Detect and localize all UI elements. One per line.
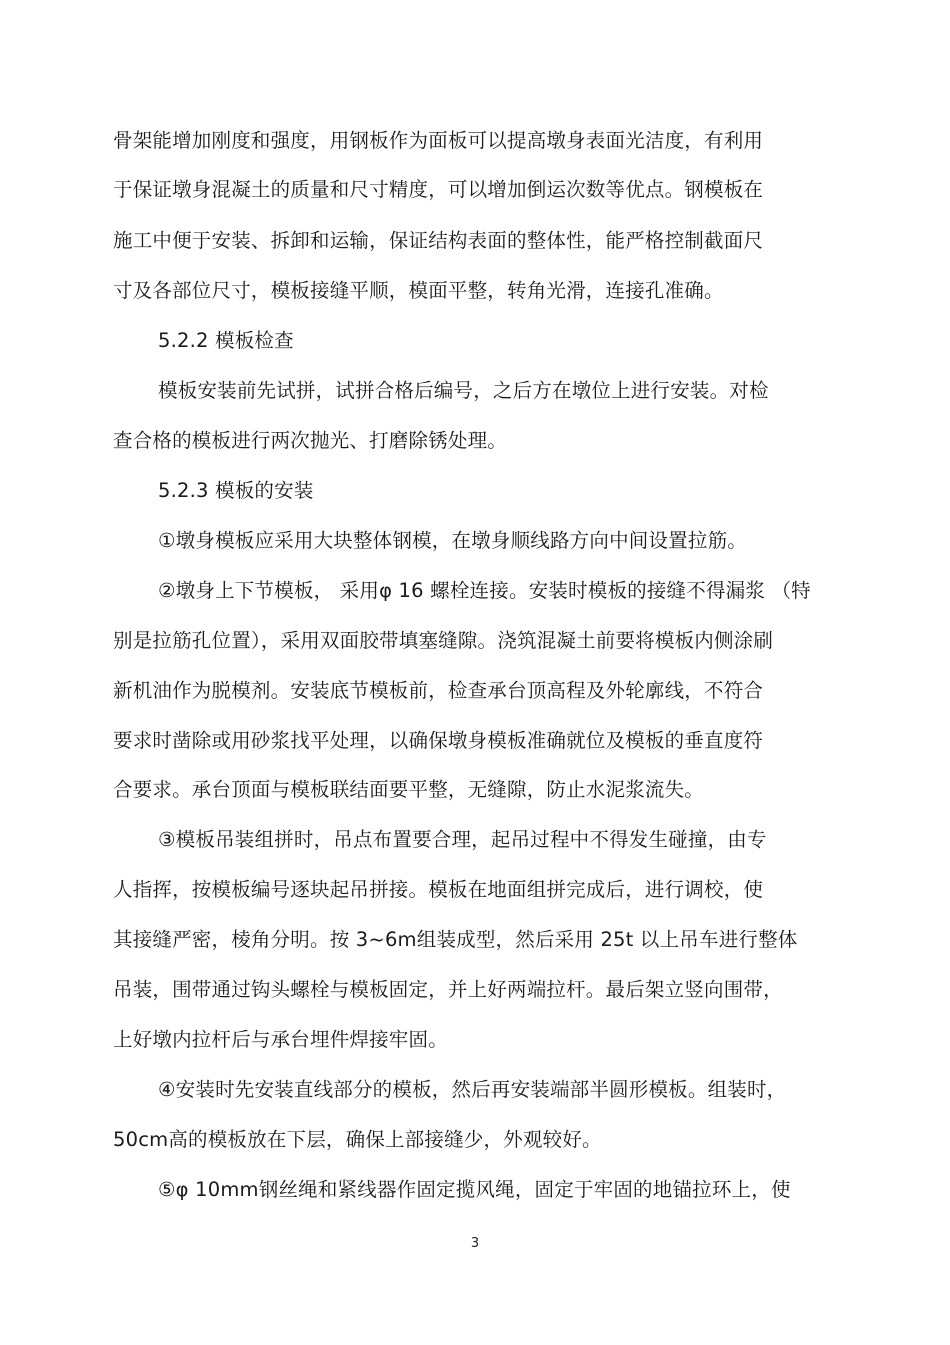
text-line: 上好墩内拉杆后与承台埋件焊接牢固。 — [113, 1028, 448, 1051]
text-line: ⑤φ 10mm钢丝绳和紧线器作固定揽风绳，固定于牢固的地锚拉环上，使 — [158, 1178, 791, 1201]
text-line: 施工中便于安装、拆卸和运输，保证结构表面的整体性，能严格控制截面尺 — [113, 229, 764, 252]
text-line: 人指挥，按模板编号逐块起吊拼接。模板在地面组拼完成后，进行调校，使 — [113, 878, 764, 901]
text-line: 于保证墩身混凝土的质量和尺寸精度，可以增加倒运次数等优点。钢模板在 — [113, 178, 764, 201]
text-line: 50cm高的模板放在下层，确保上部接缝少，外观较好。 — [113, 1128, 602, 1151]
text-line: ④安装时先安装直线部分的模板，然后再安装端部半圆形模板。组装时， — [158, 1078, 787, 1101]
text-line: 骨架能增加刚度和强度，用钢板作为面板可以提高墩身表面光洁度，有利用 — [113, 129, 764, 152]
text-line: ②墩身上下节模板， 采用φ 16 螺栓连接。安装时模板的接缝不得漏浆 （特 — [158, 579, 811, 602]
text-line: ①墩身模板应采用大块整体钢模，在墩身顺线路方向中间设置拉筋。 — [158, 529, 747, 552]
text-line: 模板安装前先试拼，试拼合格后编号，之后方在墩位上进行安装。对检 — [158, 379, 769, 402]
section-heading: 5.2.2 模板检查 — [158, 329, 294, 352]
text-line: 其接缝严密，棱角分明。按 3~6m组装成型，然后采用 25t 以上吊车进行整体 — [113, 928, 798, 951]
text-line: 吊装，围带通过钩头螺栓与模板固定，并上好两端拉杆。最后架立竖向围带， — [113, 978, 783, 1001]
text-line: 合要求。承台顶面与模板联结面要平整，无缝隙，防止水泥浆流失。 — [113, 778, 705, 801]
text-line: 查合格的模板进行两次抛光、打磨除锈处理。 — [113, 429, 508, 452]
page-number: 3 — [470, 1236, 480, 1251]
section-heading: 5.2.3 模板的安装 — [158, 479, 314, 502]
text-line: ③模板吊装组拼时，吊点布置要合理，起吊过程中不得发生碰撞，由专 — [158, 828, 767, 851]
text-line: 新机油作为脱模剂。安装底节模板前，检查承台顶高程及外轮廓线，不符合 — [113, 679, 764, 702]
text-line: 要求时凿除或用砂浆找平处理，以确保墩身模板准确就位及模板的垂直度符 — [113, 729, 764, 752]
text-line: 别是拉筋孔位置），采用双面胶带填塞缝隙。浇筑混凝土前要将模板内侧涂刷 — [113, 629, 774, 652]
text-line: 寸及各部位尺寸，模板接缝平顺，模面平整，转角光滑，连接孔准确。 — [113, 279, 724, 302]
